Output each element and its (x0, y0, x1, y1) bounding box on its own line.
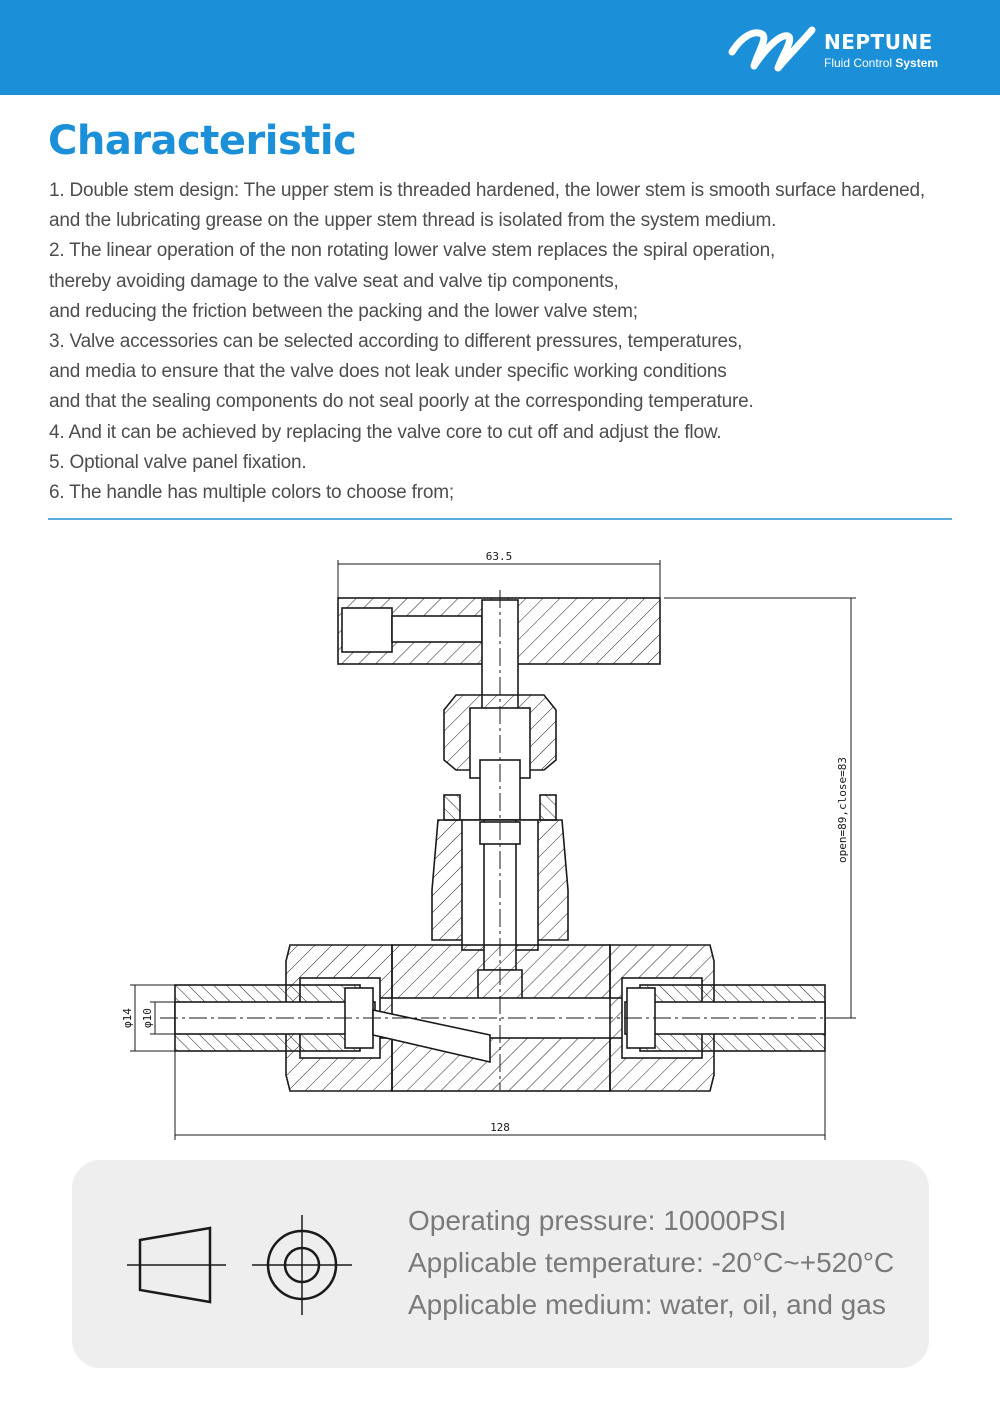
valve-section-drawing (0, 530, 1000, 1150)
characteristic-line: 2. The linear operation of the non rotating lower valve stem replaces the spiral operation, (49, 240, 776, 262)
characteristic-line: and reducing the friction between the packing and the lower valve stem; (49, 300, 638, 322)
spec-temperature: Applicable temperature: -20°C~+520°C (408, 1247, 895, 1278)
neptune-logo[interactable] (728, 22, 968, 82)
dim-label-height: open=89,close=83 (836, 757, 849, 863)
header-banner (0, 0, 1000, 95)
characteristic-line: 6. The handle has multiple colors to choose from; (49, 482, 454, 504)
characteristic-line: and media to ensure that the valve does not leak under specific working conditions (49, 361, 727, 383)
spec-panel (72, 1160, 929, 1368)
characteristic-line: 4. And it can be achieved by replacing the valve core to cut off and adjust the flow. (49, 421, 722, 443)
dim-label-outer-diameter: φ14 (121, 1008, 134, 1028)
page-title: Characteristic (48, 118, 357, 164)
characteristics-list (49, 176, 969, 508)
spec-medium: Applicable medium: water, oil, and gas (408, 1289, 886, 1320)
characteristic-line: 3. Valve accessories can be selected according to different pressures, temperatures, (49, 331, 743, 353)
spec-list (408, 1200, 894, 1326)
handle-screw-bore (392, 616, 482, 642)
spec-pressure: Operating pressure: 10000PSI (408, 1205, 787, 1236)
gland-right (540, 795, 556, 820)
handle-set-screw (342, 608, 392, 652)
brand-tagline-prefix: Fluid Control (824, 56, 896, 70)
dim-label-inner-diameter: φ10 (141, 1008, 154, 1028)
characteristic-line: and the lubricating grease on the upper stem thread is isolated from the system medium. (49, 210, 777, 232)
brand-tagline-bold: System (895, 56, 939, 70)
dim-label-handle-width: 63.5 (485, 550, 513, 563)
characteristic-line: thereby avoiding damage to the valve seat and valve tip components, (49, 270, 619, 292)
wave-logo-icon (728, 22, 818, 76)
brand-tagline (824, 56, 938, 70)
third-angle-projection-icon (122, 1210, 362, 1320)
section-divider (48, 518, 952, 520)
dim-label-length: 128 (490, 1121, 510, 1134)
brand-name: NEPTUNE (824, 30, 933, 54)
characteristic-line: 1. Double stem design: The upper stem is threaded hardened, the lower stem is smooth surface hardened, (49, 180, 925, 201)
gland-left (444, 795, 460, 820)
characteristic-line: 5. Optional valve panel fixation. (49, 451, 307, 473)
characteristic-line: and that the sealing components do not seal poorly at the corresponding temperature. (49, 391, 754, 413)
